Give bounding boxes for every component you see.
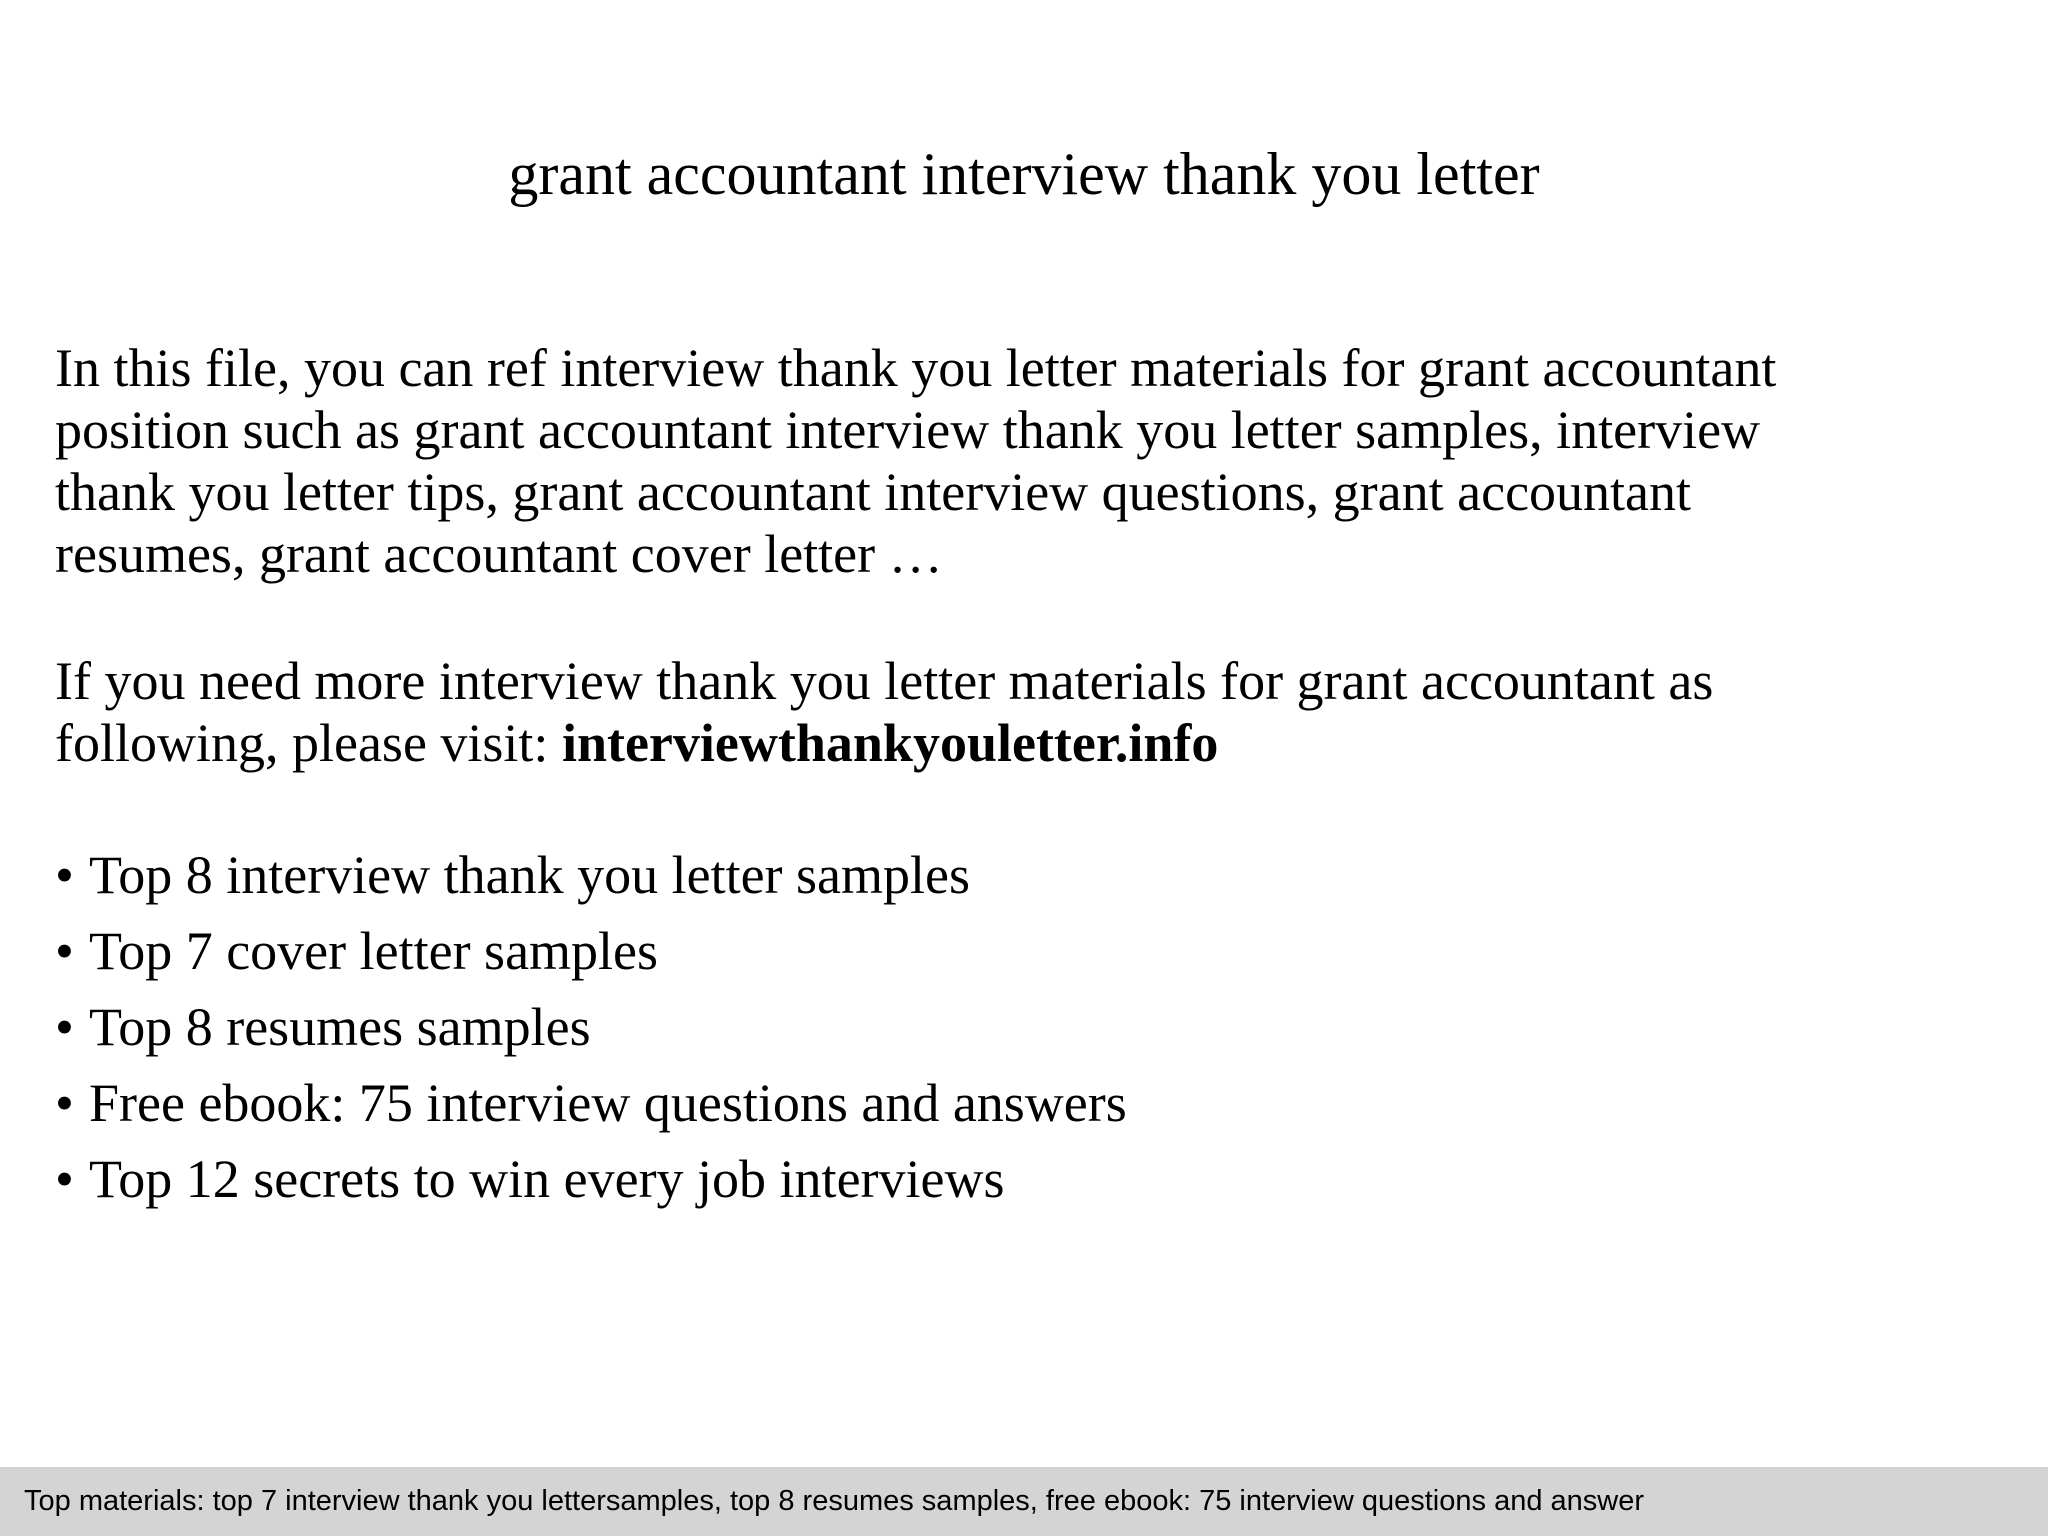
list-item-label: Top 12 secrets to win every job interviews — [89, 1149, 1005, 1209]
resource-list — [55, 837, 1127, 1217]
intro-line: thank you letter tips, grant accountant interview questions, grant accountant — [55, 462, 1692, 522]
list-item — [55, 1065, 1127, 1141]
bullet-icon: • — [55, 1073, 74, 1133]
visit-paragraph — [55, 650, 2015, 774]
list-item-label: Free ebook: 75 interview questions and answers — [89, 1073, 1127, 1133]
list-item-label: Top 8 resumes samples — [89, 997, 591, 1057]
visit-line: If you need more interview thank you letter materials for grant accountant as — [55, 651, 1714, 711]
visit-prefix: following, please visit: — [55, 713, 562, 773]
list-item — [55, 913, 1127, 989]
intro-line: resumes, grant accountant cover letter … — [55, 524, 943, 584]
bullet-icon: • — [55, 845, 74, 905]
list-item — [55, 989, 1127, 1065]
website-link[interactable]: interviewthankyouletter.info — [561, 713, 1219, 773]
intro-line: position such as grant accountant interview thank you letter samples, interview — [55, 400, 1761, 460]
list-item-label: Top 8 interview thank you letter samples — [89, 845, 971, 905]
list-item — [55, 1141, 1127, 1217]
footer-bar — [0, 1467, 2048, 1536]
page-title: grant accountant interview thank you letter — [508, 141, 1540, 207]
bullet-icon: • — [55, 1149, 74, 1209]
list-item-label: Top 7 cover letter samples — [89, 921, 659, 981]
visit-line — [55, 712, 2015, 774]
intro-line: In this file, you can ref interview thank you letter materials for grant accountant — [55, 338, 1777, 398]
bullet-icon: • — [55, 997, 74, 1057]
list-item — [55, 837, 1127, 913]
intro-paragraph — [55, 337, 2015, 585]
footer-text: Top materials: top 7 interview thank you lettersamples, top 8 resumes samples, free ebook: 75 interview questions and answer — [24, 1485, 1644, 1517]
bullet-icon: • — [55, 921, 74, 981]
